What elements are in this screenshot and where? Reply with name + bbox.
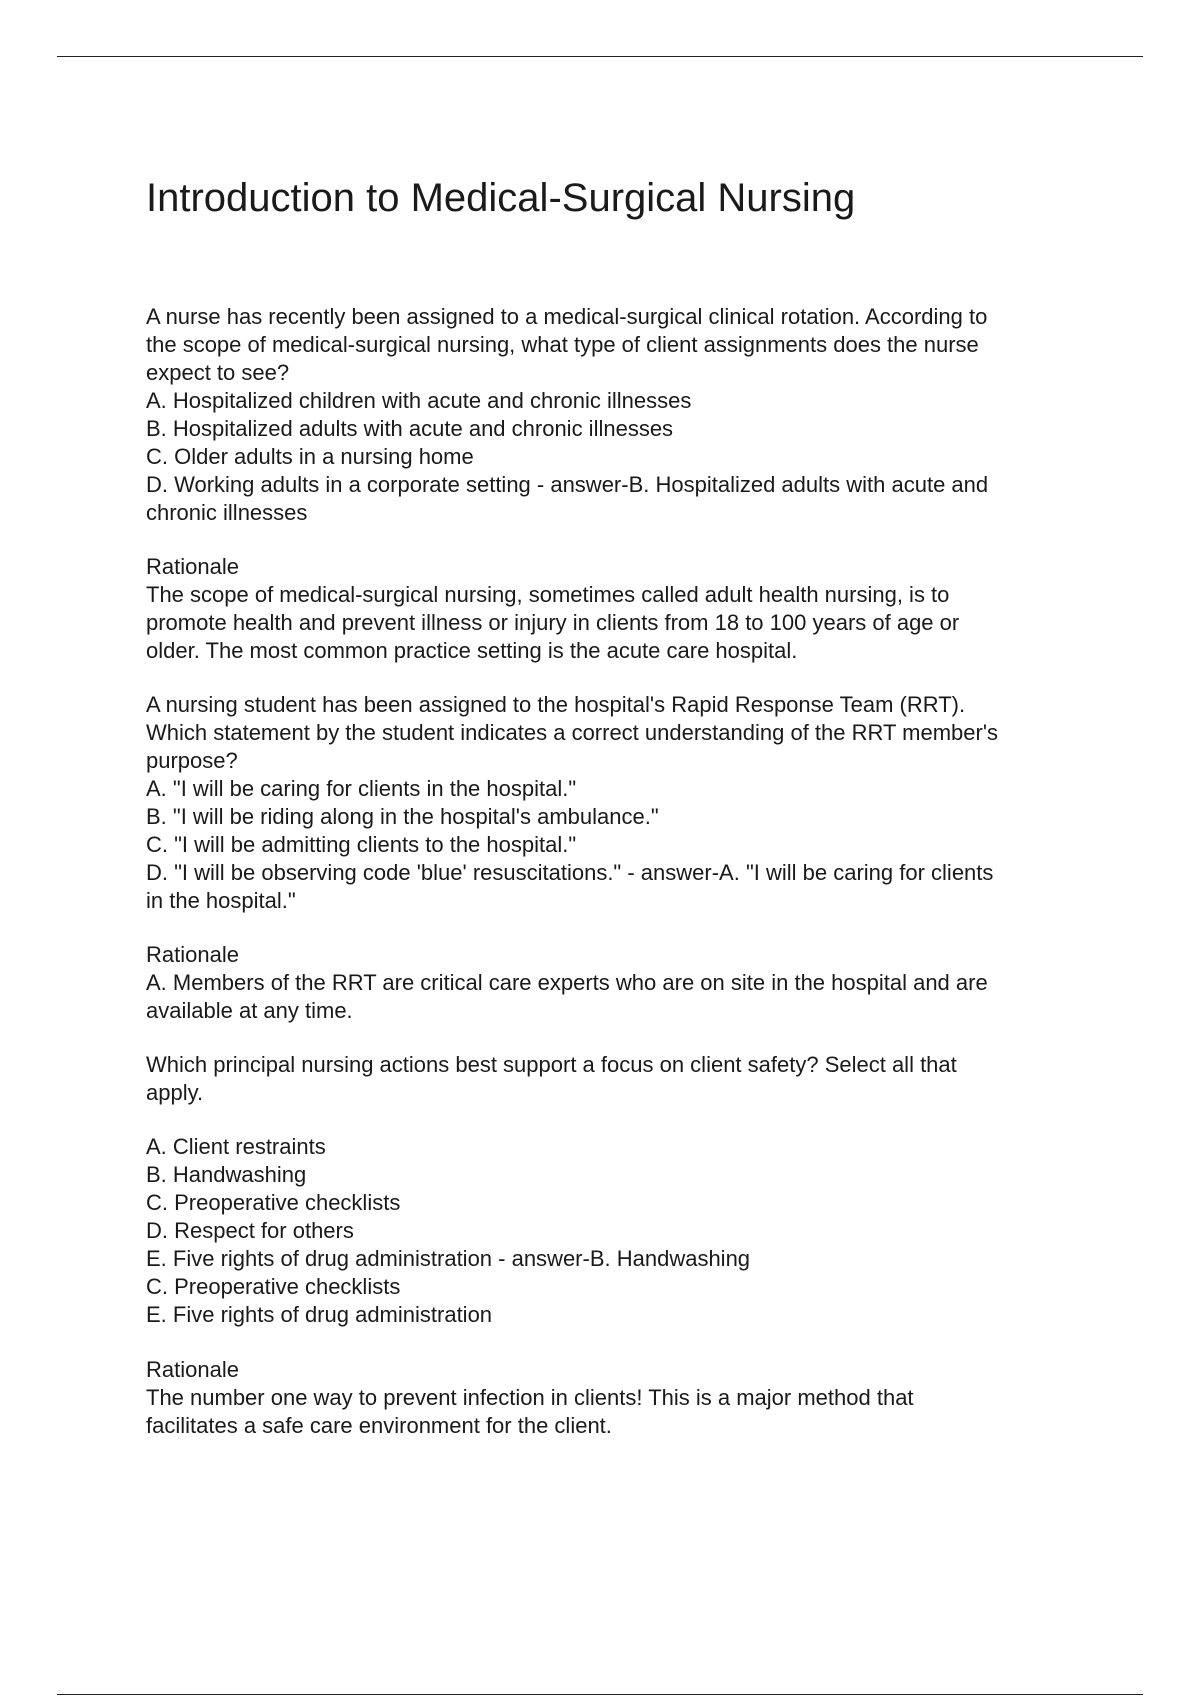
- answer-option: A. Client restraints: [146, 1134, 326, 1159]
- question-text-line: Which statement by the student indicates a correct understanding of the RRT member's: [146, 720, 999, 745]
- rationale-2: [146, 941, 1096, 1025]
- answer-option: D. Working adults in a corporate setting - answer-B. Hospitalized adults with acute and: [146, 472, 989, 497]
- header-rule: [57, 56, 1143, 57]
- answer-option: C. Preoperative checklists: [146, 1190, 401, 1215]
- question-text-line: A nursing student has been assigned to the hospital's Rapid Response Team (RRT).: [146, 692, 966, 717]
- answer-option: chronic illnesses: [146, 500, 308, 525]
- question-text-line: expect to see?: [146, 360, 290, 385]
- rationale-heading: Rationale: [146, 554, 239, 579]
- answer-option: C. "I will be admitting clients to the hospital.": [146, 832, 577, 857]
- rationale-text-line: available at any time.: [146, 998, 353, 1023]
- answer-option: in the hospital.": [146, 888, 296, 913]
- rationale-text-line: The scope of medical-surgical nursing, sometimes called adult health nursing, is to: [146, 582, 950, 607]
- rationale-text-line: promote health and prevent illness or injury in clients from 18 to 100 years of age or: [146, 610, 960, 635]
- question-text-line: the scope of medical-surgical nursing, what type of client assignments does the nurse: [146, 332, 979, 357]
- answer-option: B. Handwashing: [146, 1162, 307, 1187]
- rationale-1: [146, 553, 1096, 665]
- question-2: [146, 691, 1096, 915]
- rationale-heading: Rationale: [146, 942, 239, 967]
- answer-option: C. Older adults in a nursing home: [146, 444, 474, 469]
- footer-rule: [57, 1694, 1143, 1695]
- rationale-text-line: older. The most common practice setting is the acute care hospital.: [146, 638, 798, 663]
- answer-option: B. "I will be riding along in the hospital's ambulance.": [146, 804, 659, 829]
- question-text-line: apply.: [146, 1080, 204, 1105]
- answer-option: B. Hospitalized adults with acute and chronic illnesses: [146, 416, 674, 441]
- question-3: [146, 1051, 1096, 1107]
- answer-option: A. "I will be caring for clients in the hospital.": [146, 776, 577, 801]
- rationale-3: [146, 1356, 1096, 1440]
- answer-option: C. Preoperative checklists: [146, 1274, 401, 1299]
- rationale-text-line: facilitates a safe care environment for the client.: [146, 1413, 612, 1438]
- rationale-text-line: A. Members of the RRT are critical care experts who are on site in the hospital and are: [146, 970, 988, 995]
- answer-option: E. Five rights of drug administration - answer-B. Handwashing: [146, 1246, 751, 1271]
- answer-option: A. Hospitalized children with acute and chronic illnesses: [146, 388, 692, 413]
- question-text-line: Which principal nursing actions best support a focus on client safety? Select all that: [146, 1052, 957, 1077]
- question-text-line: A nurse has recently been assigned to a medical-surgical clinical rotation. According to: [146, 304, 988, 329]
- rationale-heading: Rationale: [146, 1357, 239, 1382]
- rationale-text-line: The number one way to prevent infection in clients! This is a major method that: [146, 1385, 914, 1410]
- answer-option: D. "I will be observing code 'blue' resuscitations." - answer-A. "I will be caring for clients: [146, 860, 994, 885]
- answer-option: E. Five rights of drug administration: [146, 1302, 493, 1327]
- question-1: [146, 303, 1096, 527]
- page-title: Introduction to Medical-Surgical Nursing: [146, 176, 856, 220]
- document-body: [146, 303, 1096, 1440]
- question-text-line: purpose?: [146, 748, 238, 773]
- question-3-options: [146, 1133, 1096, 1329]
- answer-option: D. Respect for others: [146, 1218, 354, 1243]
